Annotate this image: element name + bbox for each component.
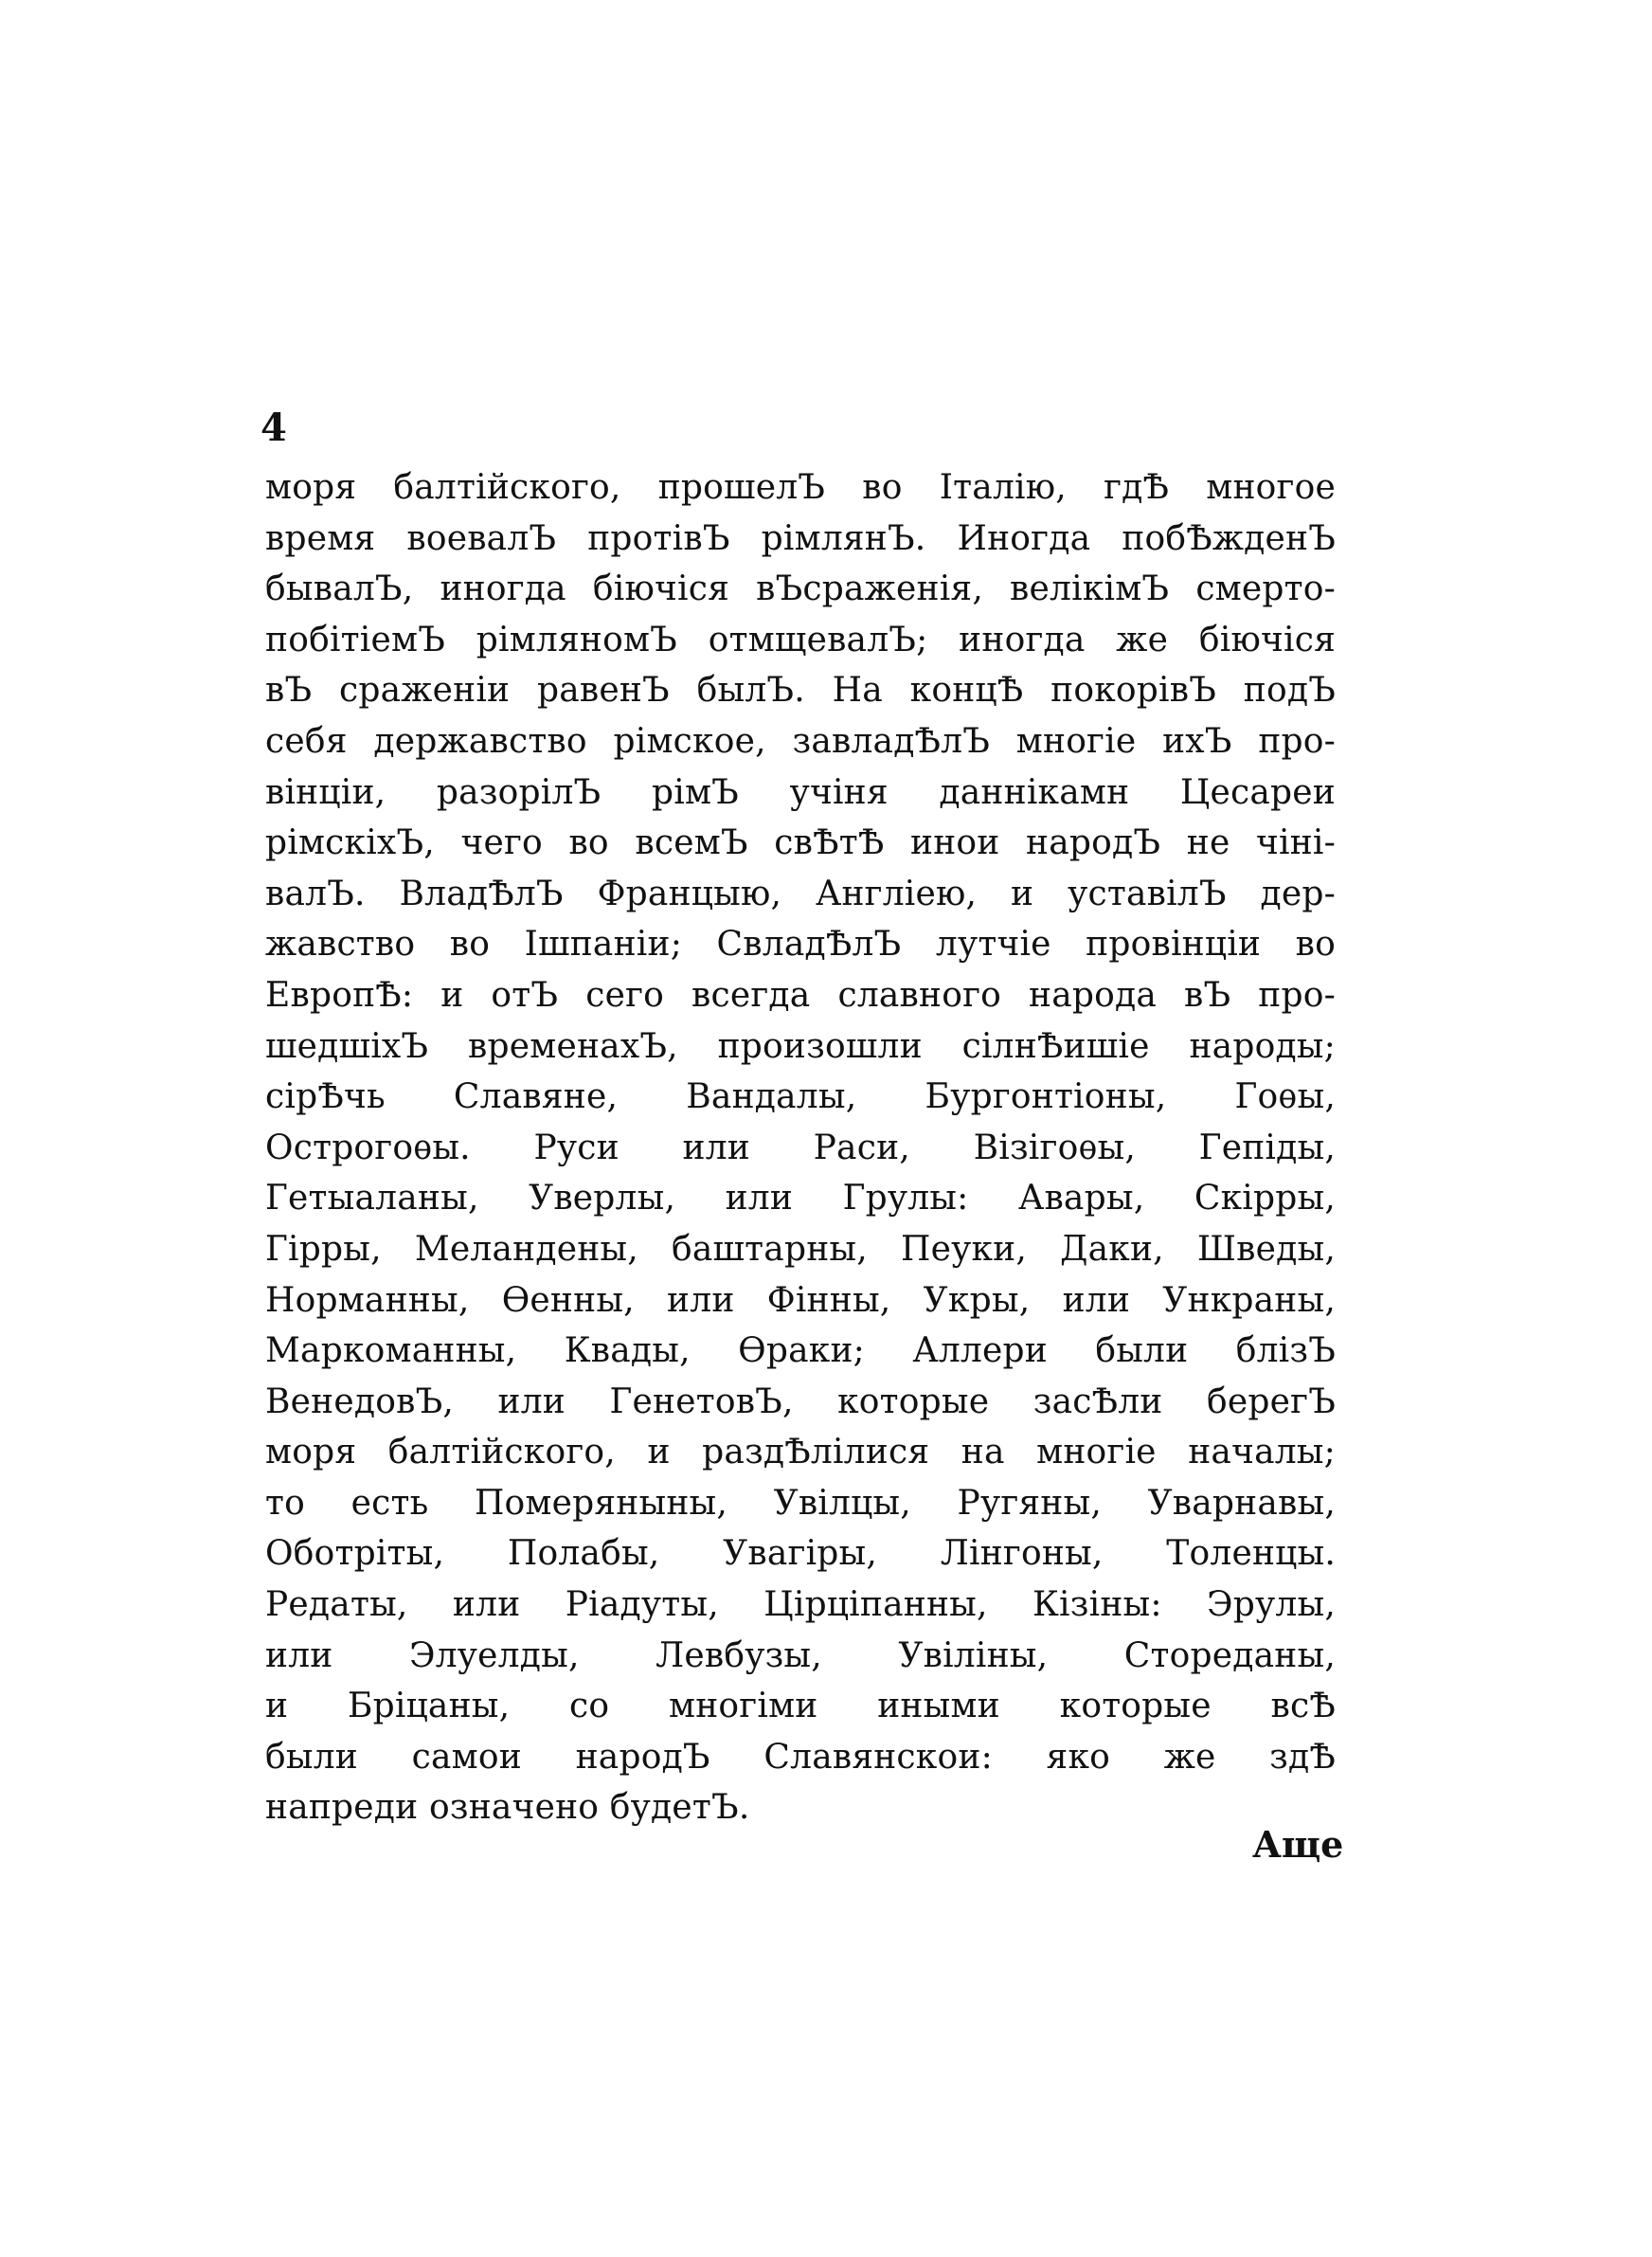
text-line: были самои народЪ Славянскои: яко же здѢ <box>265 1737 1336 1777</box>
text-line: вЪ сраженіи равенЪ былЪ. На концѢ покорівЪ подЪ <box>265 671 1336 711</box>
text-line: рімскіхЪ, чего во всемЪ свѢтѢ инои народЪ не чіні- <box>265 823 1336 863</box>
text-line: Норманны, Ѳенны, или Фінны, Укры, или Ункраны, <box>265 1280 1336 1320</box>
text-line: моря балтійского, прошелЪ во Італію, гдѢ многое <box>265 468 1336 507</box>
text-line: ЕвропѢ: и отЪ сего всегда славного народа вЪ про- <box>265 975 1336 1015</box>
text-line: Острогоѳы. Руси или Раси, Візігоѳы, Гепіды, <box>265 1128 1336 1167</box>
catchword: Аще <box>1252 1823 1344 1866</box>
text-line: время воевалЪ протівЪ рімлянЪ. Иногда побѢжденЪ <box>265 518 1336 558</box>
text-line: моря балтійского, и раздѢлілися на многіе началы; <box>265 1433 1336 1472</box>
text-line: сірѢчь Славяне, Вандалы, Бургонтіоны, Гоѳы, <box>265 1077 1336 1117</box>
text-line: побітіемЪ рімляномЪ отмщевалЪ; иногда же біючіся <box>265 620 1336 659</box>
text-line: вінціи, разорілЪ рімЪ учіня даннікамн Цесареи <box>265 772 1336 812</box>
text-line: Гірры, Меландены, баштарны, Пеуки, Даки, Шведы, <box>265 1229 1336 1269</box>
text-line: Оботріты, Полабы, Увагіры, Лінгоны, Толенцы. <box>265 1534 1336 1574</box>
text-line: ВенедовЪ, или ГенетовЪ, которые засѢли берегЪ <box>265 1381 1336 1421</box>
body-text <box>265 462 1336 1833</box>
text-line: себя державство рімское, завладѢлЪ многіе ихЪ про- <box>265 721 1336 761</box>
text-line: то есть Померяныны, Увілцы, Ругяны, Уварнавы, <box>265 1483 1336 1523</box>
text-line: Гетыаланы, Уверлы, или Грулы: Авары, Скірры, <box>265 1179 1336 1219</box>
text-line: напреди означено будетЪ. <box>265 1788 750 1828</box>
page-number: 4 <box>260 406 287 450</box>
text-line: и Бріцаны, со многіми иными которые всѢ <box>265 1687 1336 1726</box>
text-line: Маркоманны, Квады, Ѳраки; Аллери были блізЪ <box>265 1331 1336 1371</box>
text-line: Редаты, или Ріадуты, Цірціпанны, Кізіны: Эрулы, <box>265 1585 1336 1625</box>
text-line: или Элуелды, Левбузы, Увіліны, Стореданы, <box>265 1635 1336 1675</box>
text-line: шедшіхЪ временахЪ, произошли сілнѢишіе народы; <box>265 1026 1336 1066</box>
text-line: бывалЪ, иногда біючіся вЪсраженія, велікімЪ смерто- <box>265 569 1336 609</box>
text-line: жавство во Ішпаніи; СвладѢлЪ лутчіе провінціи во <box>265 925 1336 965</box>
text-line: валЪ. ВладѢлЪ Францыю, Англіею, и уставілЪ дер- <box>265 874 1336 913</box>
